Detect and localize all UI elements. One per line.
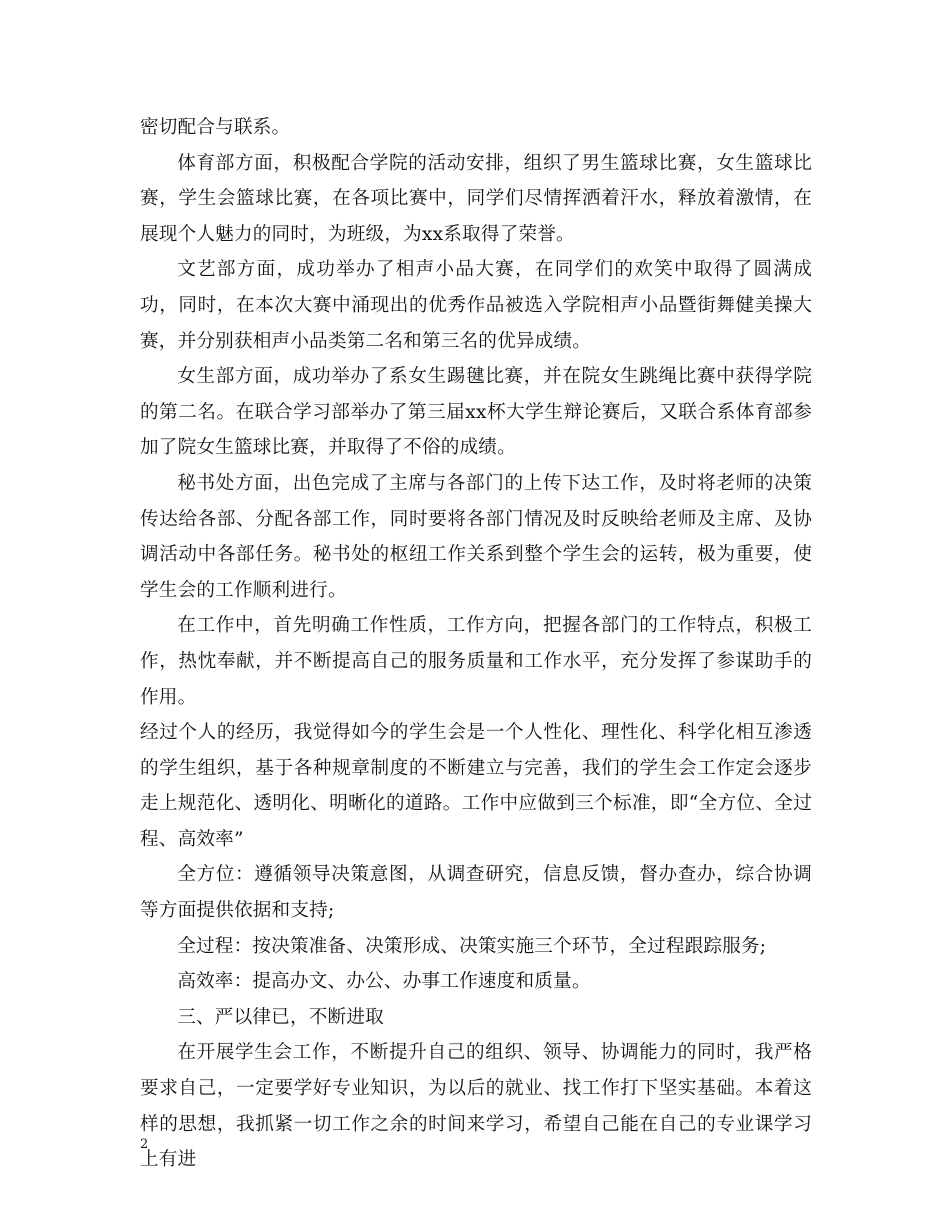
paragraph: 在开展学生会工作，不断提升自己的组织、领导、协调能力的同时，我严格要求自己，一定要学好专业知识，为以后的就业、找工作打下坚实基础。本着这样的思想，我抓紧一切工作之余的时间来学习，希望自己能在自己的专业课学习上有进 — [140, 1042, 812, 1171]
paragraph: 全方位：遵循领导决策意图，从调查研究，信息反馈，督办查办，综合协调等方面提供依据和支持; — [140, 864, 812, 922]
paragraph: 文艺部方面，成功举办了相声小品大赛，在同学们的欢笑中取得了圆满成功，同时，在本次大赛中涌现出的优秀作品被选入学院相声小品暨街舞健美操大赛，并分别获相声小品类第二名和第三名的优异成绩。 — [140, 259, 812, 352]
paragraph: 体育部方面，积极配合学院的活动安排，组织了男生篮球比赛，女生篮球比赛，学生会篮球比赛，在各项比赛中，同学们尽情挥洒着汗水，释放着激情，在展现个人魅力的同时，为班级，为xx系取得了荣誉。 — [140, 152, 812, 245]
paragraph: 高效率：提高办文、办公、办事工作速度和质量。 — [177, 971, 591, 993]
paragraph: 秘书处方面，出色完成了主席与各部门的上传下达工作，及时将老师的决策传达给各部、分配各部工作，同时要将各部门情况及时反映给老师及主席、及协调活动中各部任务。秘书处的枢纽工作关系到整个学生会的运转，极为重要，使学生会的工作顺利进行。 — [140, 472, 812, 601]
paragraph: 全过程：按决策准备、决策形成、决策实施三个环节，全过程跟踪服务; — [177, 935, 767, 957]
page-number: 2 — [140, 1137, 149, 1152]
paragraph: 女生部方面，成功举办了系女生踢毽比赛，并在院女生跳绳比赛中获得学院的第二名。在联合学习部举办了第三届xx杯大学生辩论赛后，又联合系体育部参加了院女生篮球比赛，并取得了不俗的成绩。 — [140, 366, 812, 459]
paragraph: 密切配合与联系。 — [140, 117, 291, 138]
paragraph: 三、严以律已，不断进取 — [177, 1006, 384, 1028]
paragraph: 在工作中，首先明确工作性质，工作方向，把握各部门的工作特点，积极工作，热忱奉献，并不断提高自己的服务质量和工作水平，充分发挥了参谋助手的作用。 — [140, 615, 812, 708]
body-text — [140, 110, 812, 1178]
paragraph: 经过个人的经历，我觉得如今的学生会是一个人性化、理性化、科学化相互渗透的学生组织，基于各种规章制度的不断建立与完善，我们的学生会工作定会逐步走上规范化、透明化、明晰化的道路。工作中应做到三个标准，即“全方位、全过程、高效率” — [140, 722, 812, 850]
